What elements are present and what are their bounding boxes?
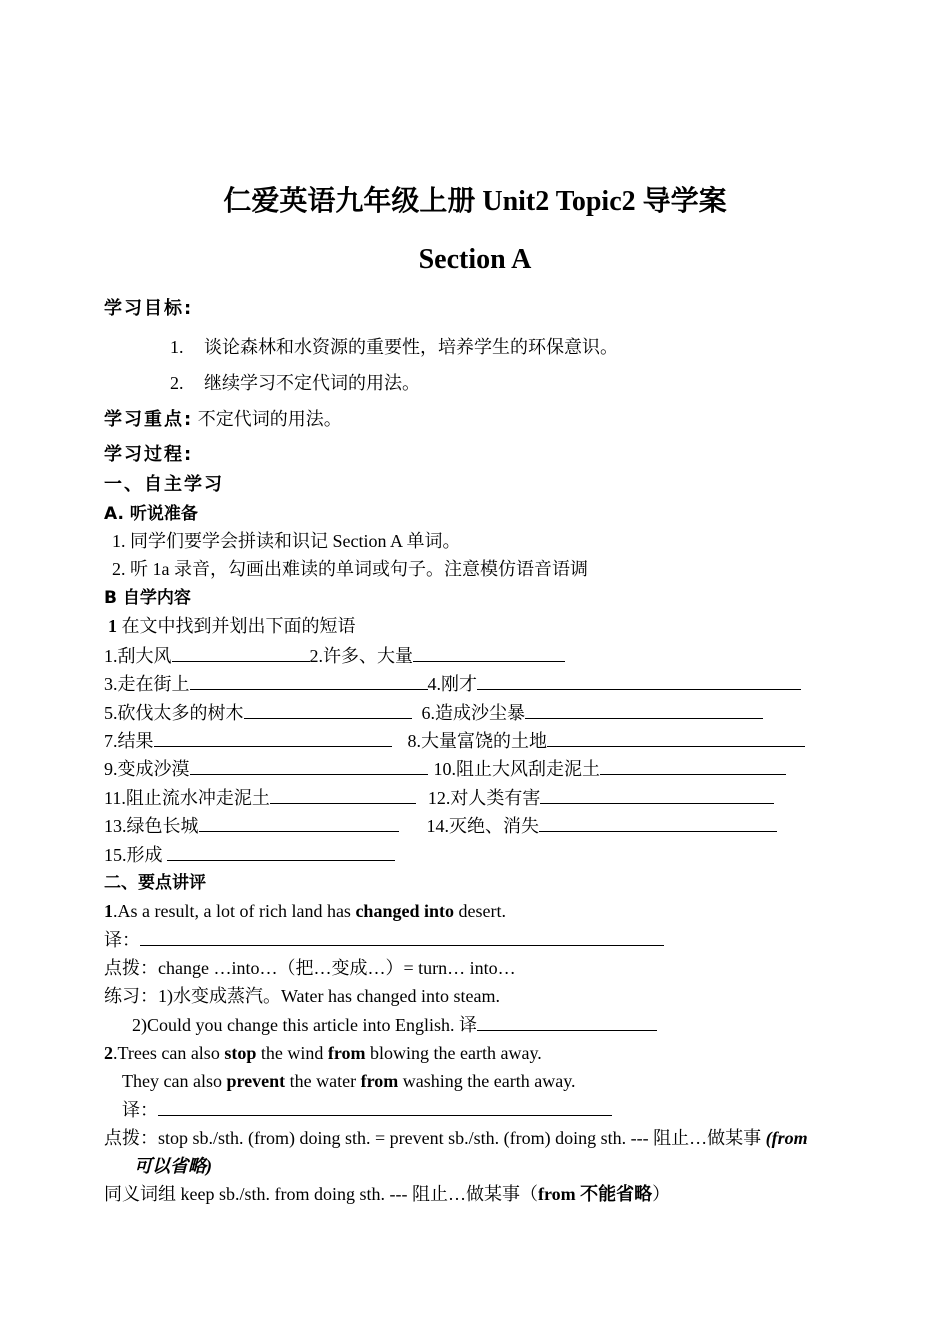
tip-label: 点拨：	[104, 958, 158, 978]
a-item: 1. 同学们要学会拼读和识记 Section A 单词。	[112, 531, 461, 551]
objective-text: 谈论森林和水资源的重要性，培养学生的环保意识。	[204, 337, 618, 357]
phrase-row	[104, 842, 395, 867]
phrase-label: 3.走在街上	[104, 674, 190, 694]
phrase-label: 14.灭绝、消失	[426, 816, 539, 836]
point2-tip	[104, 1126, 808, 1150]
phrase-row	[104, 671, 801, 696]
b-intro-num: 1	[108, 616, 117, 636]
sentence-text: blowing the earth away.	[365, 1043, 542, 1063]
point1-translate	[104, 927, 664, 952]
phrase-label: 15.形成	[104, 845, 163, 865]
phrase-label: 13.绿色长城	[104, 816, 199, 836]
sentence-bold: from	[327, 1043, 366, 1063]
answer-blank[interactable]	[190, 671, 428, 690]
key-point-text: 不定代词的用法。	[197, 409, 342, 429]
tip-bold: 可以省略)	[134, 1156, 212, 1176]
objective-item	[170, 335, 618, 359]
phrase-label: 7.结果	[104, 731, 154, 751]
phrase-label: 12.对人类有害	[427, 788, 541, 808]
part1-title: 一、自主学习	[104, 474, 224, 495]
phrase-label: 11.阻止流水冲走泥土	[104, 788, 270, 808]
tip-bold: (from	[765, 1128, 808, 1148]
answer-blank[interactable]	[199, 813, 399, 832]
phrase-label: 6.造成沙尘暴	[421, 703, 525, 723]
answer-blank[interactable]	[540, 785, 774, 804]
objective-num: 2.	[170, 373, 184, 393]
answer-blank[interactable]	[600, 756, 786, 775]
phrase-label: 8.大量富饶的土地	[407, 731, 547, 751]
answer-blank[interactable]	[190, 756, 428, 775]
process-label: 学习过程:	[104, 444, 194, 465]
sentence-bold: prevent	[226, 1071, 286, 1091]
answer-blank[interactable]	[167, 842, 395, 861]
tip-label: 点拨：	[104, 1128, 158, 1148]
answer-blank[interactable]	[270, 785, 416, 804]
translate-label: 译：	[122, 1100, 158, 1120]
answer-blank[interactable]	[477, 1012, 657, 1031]
sentence-text: desert.	[453, 901, 506, 921]
phrase-row	[104, 785, 774, 810]
tip-text: change …into…（把…变成…）= turn… into…	[158, 958, 516, 978]
sentence-bold: stop	[224, 1043, 257, 1063]
sentence-text: .Trees can also	[113, 1043, 225, 1063]
point1-tip	[104, 956, 516, 980]
phrase-row	[104, 643, 565, 668]
objective-item	[170, 371, 420, 395]
sentence-text: .As a result, a lot of rich land has	[113, 901, 356, 921]
practice-text: 1)水变成蒸汽。Water has changed into steam.	[158, 986, 500, 1006]
answer-blank[interactable]	[547, 728, 805, 747]
objective-num: 1.	[170, 337, 184, 357]
objectives-label: 学习目标:	[104, 298, 194, 319]
phrase-label: 4.刚才	[427, 674, 477, 694]
section-title: Section A	[418, 244, 532, 275]
phrase-row	[104, 756, 786, 781]
sentence-text: They can also	[122, 1071, 227, 1091]
key-point-label: 学习重点:	[104, 409, 194, 430]
part2-title: 二、要点讲评	[104, 873, 206, 893]
phrase-label: 2.许多、大量	[309, 646, 413, 666]
point1-sentence	[104, 899, 506, 923]
answer-blank[interactable]	[525, 700, 763, 719]
synonym-text: 同义词组 keep sb./sth. from doing sth. --- 阻止…做某事（	[104, 1184, 538, 1204]
phrase-label: 10.阻止大风刮走泥土	[433, 759, 600, 779]
tip-text: stop sb./sth. (from) doing sth. = prevent sb./sth. (from) doing sth. --- 阻止…做某事	[158, 1128, 766, 1148]
point2-sentence	[104, 1041, 542, 1065]
objective-text: 继续学习不定代词的用法。	[204, 373, 420, 393]
point2-num: 2	[104, 1043, 113, 1063]
point2-synonym	[104, 1182, 670, 1206]
point1-practice	[132, 1012, 657, 1037]
answer-blank[interactable]	[413, 643, 565, 662]
translate-label: 译：	[104, 930, 140, 950]
a-title: A. 听说准备	[104, 504, 198, 524]
phrase-label: 9.变成沙漠	[104, 759, 190, 779]
phrase-row	[104, 813, 777, 838]
synonym-text: ）	[652, 1184, 671, 1204]
answer-blank[interactable]	[539, 813, 777, 832]
practice-text: 2)Could you change this article into English. 译	[132, 1015, 477, 1035]
point2-translate	[122, 1097, 612, 1122]
key-point-line	[104, 407, 342, 432]
practice-label: 练习：	[104, 986, 158, 1006]
sentence-bold: changed into	[355, 901, 454, 921]
point2-tip-cont	[134, 1154, 212, 1178]
sentence-bold: from	[360, 1071, 399, 1091]
b-title: B 自学内容	[104, 588, 191, 608]
sentence-text: the water	[285, 1071, 361, 1091]
phrase-row	[104, 700, 763, 725]
sentence-text: washing the earth away.	[398, 1071, 576, 1091]
answer-blank[interactable]	[158, 1097, 612, 1116]
a-item: 2. 听 1a 录音，勾画出难读的单词或句子。注意模仿语音语调	[112, 559, 588, 579]
answer-blank[interactable]	[140, 927, 664, 946]
point1-practice	[104, 984, 500, 1008]
b-intro-text: 在文中找到并划出下面的短语	[117, 616, 356, 636]
phrase-row	[104, 728, 805, 753]
document-title: 仁爱英语九年级上册 Unit2 Topic2 导学案	[223, 186, 727, 217]
point2-sentence	[122, 1069, 576, 1093]
synonym-bold: from 不能省略	[537, 1184, 653, 1204]
phrase-label: 5.砍伐太多的树木	[104, 703, 244, 723]
phrase-label: 1.刮大风	[104, 646, 172, 666]
answer-blank[interactable]	[154, 728, 392, 747]
sentence-text: the wind	[256, 1043, 328, 1063]
point1-num: 1	[104, 901, 113, 921]
answer-blank[interactable]	[477, 671, 801, 690]
answer-blank[interactable]	[244, 700, 412, 719]
b-intro	[108, 614, 356, 638]
answer-blank[interactable]	[172, 643, 310, 662]
